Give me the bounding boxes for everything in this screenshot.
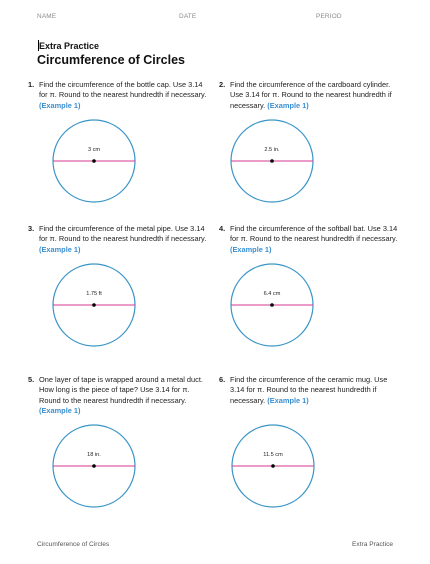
- circle-figure-2: [227, 116, 317, 206]
- diameter-label: 11.5 cm: [263, 452, 283, 458]
- diameter-label: 18 in.: [87, 452, 101, 458]
- circle-figure-3: [49, 260, 139, 350]
- example-link[interactable]: (Example 1): [267, 395, 309, 405]
- center-point: [270, 159, 274, 163]
- diameter-label: 2.5 in.: [264, 147, 280, 153]
- example-link[interactable]: (Example 1): [267, 100, 309, 110]
- example-link[interactable]: (Example 1): [39, 406, 81, 416]
- problem-number: 1.: [28, 80, 35, 89]
- worksheet-title: Circumference of Circles: [37, 53, 185, 67]
- problem-number: 4.: [219, 224, 226, 233]
- problem-prompt: One layer of tape is wrapped around a metal duct. How long is the piece of tape? Use 3.14 for π. Round to the nearest hundredth if necessary.: [39, 375, 203, 405]
- circle-diagram: [228, 421, 318, 511]
- center-point: [270, 303, 274, 307]
- circle-diagram: [227, 116, 317, 206]
- problem-number: 6.: [219, 375, 226, 384]
- example-link[interactable]: (Example 1): [39, 244, 81, 254]
- diameter-label: 3 cm: [87, 147, 101, 153]
- date-label: DATE: [179, 13, 197, 20]
- diameter-label: 6.4 cm: [263, 291, 281, 297]
- name-label: NAME: [37, 13, 57, 20]
- problem-prompt: Find the circumference of the softball bat. Use 3.14 for π. Round to the nearest hundredth if necessary.: [230, 224, 398, 244]
- problem-text: [39, 224, 208, 255]
- problem-prompt: Find the circumference of the ceramic mug. Use 3.14 for π. Round to the nearest hundredth if necessary.: [230, 375, 388, 405]
- problem-text: [230, 80, 399, 111]
- problem-text: [230, 224, 399, 255]
- circle-figure-4: [227, 260, 317, 350]
- center-point: [92, 159, 96, 163]
- center-point: [92, 464, 96, 468]
- example-link[interactable]: (Example 1): [39, 100, 81, 110]
- problem-number: 5.: [28, 375, 35, 384]
- circle-figure-1: [49, 116, 139, 206]
- problem-prompt: Find the circumference of the cardboard cylinder. Use 3.14 for π. Round to the nearest hundredth if necessary.: [230, 80, 392, 110]
- footer-section: Extra Practice: [352, 541, 394, 548]
- circle-figure-5: [49, 421, 139, 511]
- problem-prompt: Find the circumference of the metal pipe. Use 3.14 for π. Round to the nearest hundredth if necessary.: [39, 224, 207, 244]
- diameter-label: 1.75 ft: [86, 291, 102, 297]
- example-link[interactable]: (Example 1): [230, 244, 272, 254]
- problem-number: 3.: [28, 224, 35, 233]
- worksheet-subtitle: Extra Practice: [39, 41, 100, 51]
- problem-number: 2.: [219, 80, 226, 89]
- circle-diagram: [49, 116, 139, 206]
- problem-text: [230, 375, 399, 406]
- footer-title: Circumference of Circles: [37, 541, 110, 548]
- problem-text: [39, 375, 208, 417]
- center-point: [92, 303, 96, 307]
- circle-diagram: [49, 421, 139, 511]
- center-point: [271, 464, 275, 468]
- circle-figure-6: [228, 421, 318, 511]
- circle-diagram: [49, 260, 139, 350]
- problem-text: [39, 80, 208, 111]
- problem-prompt: Find the circumference of the bottle cap. Use 3.14 for π. Round to the nearest hundredth if necessary.: [39, 80, 207, 100]
- circle-diagram: [227, 260, 317, 350]
- period-label: PERIOD: [316, 13, 342, 20]
- student-info-header: [0, 13, 430, 23]
